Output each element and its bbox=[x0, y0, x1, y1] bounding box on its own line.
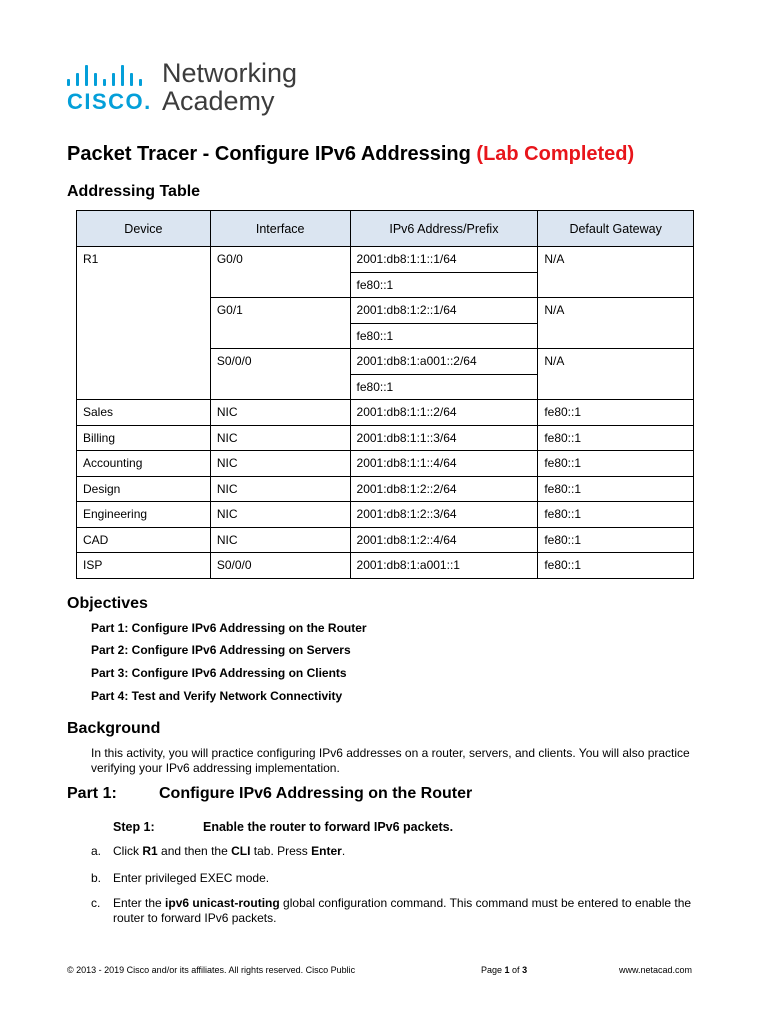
footer-url-link[interactable]: www.netacad.com bbox=[619, 965, 693, 975]
cell-address: 2001:db8:1:1::2/64 bbox=[350, 400, 538, 426]
cell-gateway: N/A bbox=[538, 247, 694, 298]
cell-address: 2001:db8:1:1::4/64 bbox=[350, 451, 538, 477]
cell-address: 2001:db8:1:1::1/64 bbox=[350, 247, 538, 273]
bold-run: ipv6 unicast-routing bbox=[165, 896, 280, 910]
cell-device: Accounting bbox=[77, 451, 211, 477]
table-row bbox=[77, 527, 694, 553]
cell-interface: NIC bbox=[210, 527, 350, 553]
cell-device: Billing bbox=[77, 425, 211, 451]
text-run: Click bbox=[113, 844, 143, 858]
table-row bbox=[77, 553, 694, 579]
header-interface: Interface bbox=[210, 211, 350, 247]
cell-gateway: fe80::1 bbox=[538, 502, 694, 528]
table-row bbox=[77, 425, 694, 451]
cell-device: R1 bbox=[77, 247, 211, 400]
cell-interface: S0/0/0 bbox=[210, 349, 350, 400]
objective-item: Part 3: Configure IPv6 Addressing on Clients bbox=[91, 666, 347, 680]
header-device: Device bbox=[77, 211, 211, 247]
cell-gateway: fe80::1 bbox=[538, 476, 694, 502]
background-heading: Background bbox=[67, 720, 161, 737]
table-row bbox=[77, 247, 694, 273]
text-run: . bbox=[341, 844, 346, 858]
step-text bbox=[113, 896, 703, 926]
objectives-heading: Objectives bbox=[67, 595, 148, 612]
logo-academy-text: Academy bbox=[162, 86, 275, 116]
step1-heading bbox=[113, 820, 454, 834]
step1-label: Step 1: bbox=[113, 820, 155, 834]
list-letter: a. bbox=[91, 844, 102, 858]
title-status: (Lab Completed) bbox=[476, 143, 635, 165]
bold-run: Enter bbox=[311, 844, 342, 858]
cell-link-local: fe80::1 bbox=[350, 374, 538, 400]
cell-interface: NIC bbox=[210, 451, 350, 477]
current-page: 1 bbox=[504, 965, 510, 975]
cell-interface: G0/0 bbox=[210, 247, 350, 298]
objective-item: Part 1: Configure IPv6 Addressing on the Router bbox=[91, 621, 367, 635]
header-default-gateway: Default Gateway bbox=[538, 211, 694, 247]
cell-address: 2001:db8:1:a001::1 bbox=[350, 553, 538, 579]
footer-page-number bbox=[481, 965, 527, 975]
cell-link-local: fe80::1 bbox=[350, 272, 538, 298]
cell-gateway: fe80::1 bbox=[538, 553, 694, 579]
cell-interface: G0/1 bbox=[210, 298, 350, 349]
total-pages: 3 bbox=[522, 965, 528, 975]
table-row bbox=[77, 451, 694, 477]
cisco-bars-icon bbox=[67, 64, 157, 86]
step-text: Enter privileged EXEC mode. bbox=[113, 871, 270, 885]
text-run: of bbox=[509, 965, 523, 975]
step-text bbox=[113, 844, 703, 859]
cell-interface: NIC bbox=[210, 476, 350, 502]
cell-address: 2001:db8:1:1::3/64 bbox=[350, 425, 538, 451]
cell-interface: S0/0/0 bbox=[210, 553, 350, 579]
cell-address: 2001:db8:1:a001::2/64 bbox=[350, 349, 538, 375]
table-row bbox=[77, 502, 694, 528]
cell-device: ISP bbox=[77, 553, 211, 579]
cell-interface: NIC bbox=[210, 425, 350, 451]
cell-address: 2001:db8:1:2::1/64 bbox=[350, 298, 538, 324]
step1-title: Enable the router to forward IPv6 packets. bbox=[203, 820, 454, 834]
cell-device: CAD bbox=[77, 527, 211, 553]
text-run: and then the bbox=[157, 844, 232, 858]
text-run: Enter the bbox=[113, 896, 166, 910]
cell-address: 2001:db8:1:2::3/64 bbox=[350, 502, 538, 528]
part1-heading bbox=[67, 785, 473, 803]
addressing-table bbox=[76, 210, 694, 579]
text-run: global configuration command. This command must be entered to enable the router to forward IPv6 packets. bbox=[113, 896, 692, 925]
footer-copyright: © 2013 - 2019 Cisco and/or its affiliates. All rights reserved. Cisco Public bbox=[67, 965, 356, 975]
cisco-wordmark: CISCO. bbox=[67, 89, 152, 114]
cell-gateway: N/A bbox=[538, 349, 694, 400]
cell-device: Design bbox=[77, 476, 211, 502]
text-run: Page bbox=[481, 965, 505, 975]
cell-gateway: fe80::1 bbox=[538, 527, 694, 553]
cell-device: Sales bbox=[77, 400, 211, 426]
table-row bbox=[77, 476, 694, 502]
cell-address: 2001:db8:1:2::4/64 bbox=[350, 527, 538, 553]
list-letter: b. bbox=[91, 871, 102, 885]
part1-title: Configure IPv6 Addressing on the Router bbox=[159, 785, 473, 802]
background-paragraph: In this activity, you will practice configuring IPv6 addresses on a router, servers, and clients. You will also practice verifying your IPv6 addressing implementation. bbox=[91, 746, 690, 775]
page-title bbox=[67, 143, 634, 166]
table-row bbox=[77, 400, 694, 426]
cell-gateway: fe80::1 bbox=[538, 451, 694, 477]
cisco-networking-academy-logo bbox=[67, 60, 307, 120]
addressing-table-heading: Addressing Table bbox=[67, 183, 201, 200]
logo-networking-text: Networking bbox=[162, 58, 298, 88]
list-letter: c. bbox=[91, 896, 101, 910]
cell-device: Engineering bbox=[77, 502, 211, 528]
bold-run: CLI bbox=[231, 844, 251, 858]
cell-gateway: fe80::1 bbox=[538, 425, 694, 451]
cell-link-local: fe80::1 bbox=[350, 323, 538, 349]
cell-gateway: N/A bbox=[538, 298, 694, 349]
bold-run: R1 bbox=[142, 844, 158, 858]
header-ipv6-address: IPv6 Address/Prefix bbox=[350, 211, 538, 247]
cell-address: 2001:db8:1:2::2/64 bbox=[350, 476, 538, 502]
cell-interface: NIC bbox=[210, 502, 350, 528]
table-header-row bbox=[77, 211, 694, 247]
objective-item: Part 2: Configure IPv6 Addressing on Servers bbox=[91, 643, 351, 657]
title-main: Packet Tracer - Configure IPv6 Addressing bbox=[67, 143, 471, 165]
part1-label: Part 1: bbox=[67, 785, 117, 802]
cell-gateway: fe80::1 bbox=[538, 400, 694, 426]
text-run: tab. Press bbox=[250, 844, 312, 858]
objective-item: Part 4: Test and Verify Network Connectivity bbox=[91, 689, 343, 703]
cell-interface: NIC bbox=[210, 400, 350, 426]
